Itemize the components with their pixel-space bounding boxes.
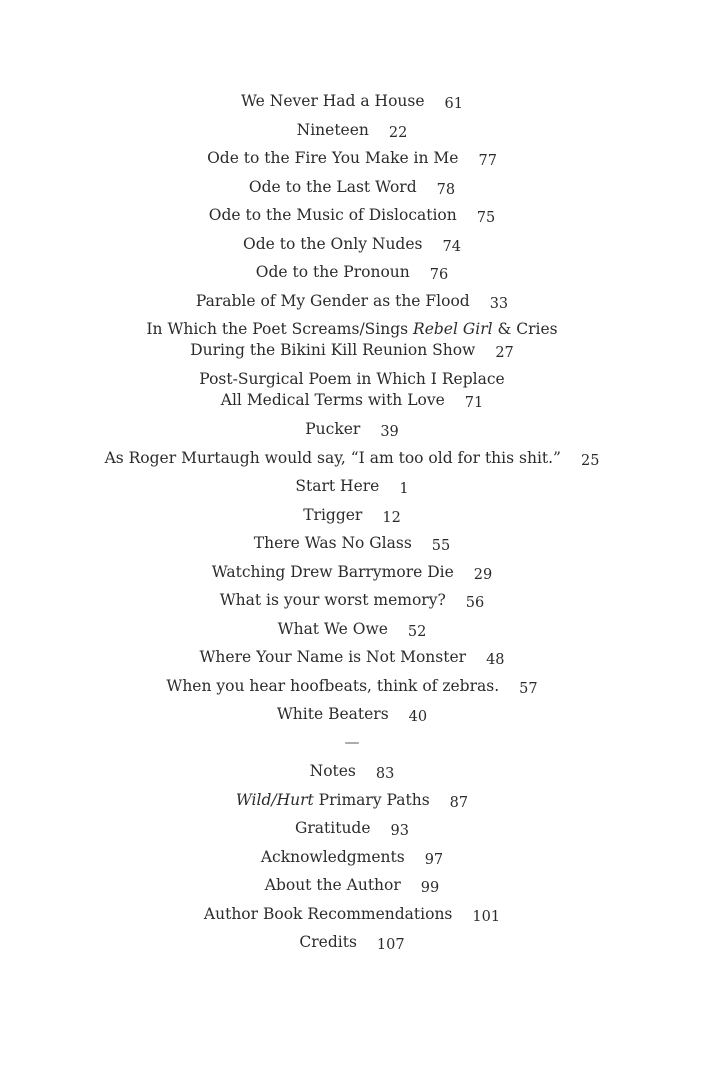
toc-entry: [0, 473, 704, 502]
entry-title-italic: Rebel Girl: [413, 320, 493, 338]
entry-title-line-1: [0, 319, 704, 340]
entry-title-part: & Cries: [492, 320, 558, 338]
toc-entry: [0, 673, 704, 702]
toc-entry: [0, 530, 704, 559]
entry-page-number: 76: [429, 267, 449, 283]
toc-entry: [0, 117, 704, 146]
toc-entry: [0, 259, 704, 288]
toc-entry: [0, 901, 704, 930]
toc-entry: [0, 316, 704, 366]
entry-title: What is your worst memory?: [219, 591, 446, 609]
toc-entry: [0, 288, 704, 317]
entry-title-part: Primary Paths: [313, 790, 430, 809]
toc-entry: [0, 787, 704, 816]
entry-title-part: All Medical Terms with Love: [220, 391, 445, 409]
entry-title-line-2: [0, 340, 704, 361]
entry-page-number: 55: [431, 538, 451, 554]
toc-entry: [0, 366, 704, 416]
toc-entry: [0, 587, 704, 616]
entry-page-number: 12: [382, 509, 401, 526]
entry-page-number: 99: [420, 880, 440, 896]
entry-title: We Never Had a House: [241, 92, 425, 110]
entry-title: Gratitude: [295, 819, 371, 837]
entry-title: Notes: [309, 762, 356, 780]
toc-entry: [0, 88, 704, 117]
entry-title: When you hear hoofbeats, think of zebras.: [166, 676, 500, 695]
toc-entry: [0, 559, 704, 588]
entry-page-number: 93: [390, 823, 409, 839]
entry-page-number: 22: [388, 124, 408, 141]
entry-page-number: 78: [436, 181, 456, 198]
entry-page-number: 48: [486, 652, 505, 668]
entry-title: Start Here: [295, 477, 380, 495]
toc-entry: [0, 416, 704, 445]
entry-title: Author Book Recommendations: [203, 904, 453, 923]
entry-page-number: 57: [519, 680, 538, 697]
entry-title: Ode to the Only Nudes: [243, 234, 423, 253]
entry-page-number: 27: [495, 345, 514, 361]
entry-page-number: 83: [375, 766, 395, 782]
entry-page-number: 107: [376, 937, 405, 953]
entry-title: What We Owe: [277, 619, 388, 638]
entry-title: Parable of My Gender as the Flood: [195, 291, 470, 310]
entry-title: Where Your Name is Not Monster: [199, 648, 467, 666]
entry-title-italic: Wild/Hurt: [235, 790, 314, 809]
entry-page-number: 33: [489, 295, 509, 312]
entry-page-number: 29: [473, 566, 493, 583]
toc-entry: [0, 844, 704, 873]
entry-title: Credits: [299, 933, 357, 951]
entry-title: As Roger Murtaugh would say, “I am too old for this shit.”: [104, 448, 561, 467]
entry-page-number: 87: [449, 794, 469, 811]
entry-title: White Beaters: [276, 705, 389, 723]
toc-entry: [0, 758, 704, 787]
toc-entry: [0, 701, 704, 730]
entry-page-number: 74: [442, 238, 461, 255]
table-of-contents: [0, 88, 704, 958]
toc-entry: [0, 815, 704, 844]
entry-page-number: 56: [465, 595, 485, 611]
entry-page-number: 77: [478, 153, 497, 169]
entry-title: Pucker: [305, 420, 361, 438]
toc-entry: [0, 174, 704, 203]
entry-title: Nineteen: [296, 120, 369, 139]
toc-entry: [0, 145, 704, 174]
entry-page-number: 25: [580, 452, 600, 469]
entry-title-part: During the Bikini Kill Reunion Show: [190, 341, 476, 359]
entry-title: Ode to the Fire You Make in Me: [207, 149, 459, 167]
entry-title: There Was No Glass: [253, 534, 412, 552]
entry-title: Ode to the Music of Dislocation: [208, 206, 457, 224]
section-separator: —: [344, 732, 360, 751]
toc-entry: [0, 929, 704, 958]
entry-page-number: 97: [424, 851, 444, 868]
entry-page-number: 40: [408, 709, 428, 725]
entry-title: About the Author: [264, 876, 401, 894]
toc-entry: [0, 502, 704, 531]
entry-title: Watching Drew Barrymore Die: [211, 562, 454, 581]
toc-entry: [0, 202, 704, 231]
entry-page-number: 1: [399, 481, 409, 497]
entry-title-part: In Which the Poet Screams/Sings: [146, 320, 414, 338]
entry-title-line-1: Post-Surgical Poem in Which I Replace: [199, 370, 505, 388]
entry-title: Ode to the Pronoun: [255, 263, 410, 281]
toc-entry: [0, 616, 704, 645]
entry-page-number: 39: [380, 424, 399, 440]
entry-title: Acknowledgments: [260, 847, 405, 866]
entry-page-number: 52: [407, 623, 427, 640]
toc-entry: [0, 231, 704, 260]
toc-entry: [0, 872, 704, 901]
entry-page-number: 61: [444, 96, 463, 112]
entry-title: Ode to the Last Word: [248, 177, 417, 196]
entry-page-number: 101: [472, 908, 501, 925]
toc-entry: [0, 644, 704, 673]
entry-title: Trigger: [303, 505, 363, 524]
entry-page-number: 75: [476, 210, 496, 226]
toc-entry: [0, 445, 704, 474]
entry-title-line-2: [0, 390, 704, 411]
entry-page-number: 71: [464, 395, 484, 411]
